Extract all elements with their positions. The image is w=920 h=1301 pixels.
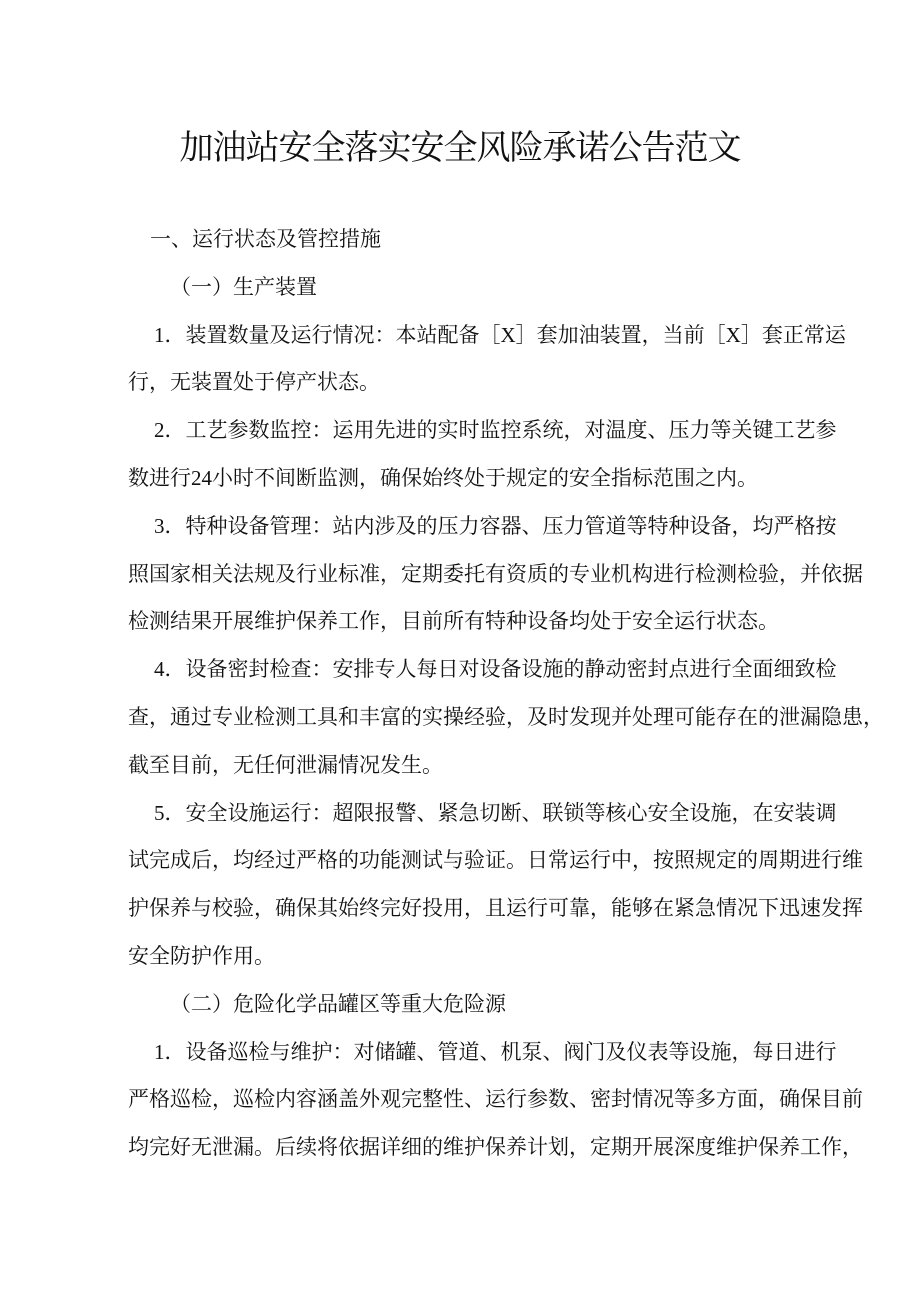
paragraph-line: 试完成后，均经过严格的功能测试与验证。日常运行中，按照规定的周期进行维 xyxy=(128,848,863,873)
paragraph-line: 截至目前，无任何泄漏情况发生。 xyxy=(128,752,443,777)
document-title: 加油站安全落实安全风险承诺公告范文 xyxy=(179,129,741,167)
subsection-heading: （二）危险化学品罐区等重大危险源 xyxy=(170,991,506,1016)
paragraph xyxy=(128,1029,863,1172)
subsection-2-paragraphs xyxy=(128,1029,863,1172)
paragraph-line: 安全防护作用。 xyxy=(128,943,275,968)
paragraph-line: 行，无装置处于停产状态。 xyxy=(128,370,380,395)
paragraph-line: 均完好无泄漏。后续将依据详细的维护保养计划，定期开展深度维护保养工作， xyxy=(128,1135,863,1160)
paragraph-line: 2．工艺参数监控：运用先进的实时监控系统，对温度、压力等关键工艺参 xyxy=(154,418,837,443)
paragraph-line: 1．设备巡检与维护：对储罐、管道、机泵、阀门及仪表等设施，每日进行 xyxy=(154,1039,837,1064)
paragraph-line: 查，通过专业检测工具和丰富的实操经验，及时发现并处理可能存在的泄漏隐患， xyxy=(128,704,884,729)
paragraph-line: 严格巡检，巡检内容涵盖外观完整性、运行参数、密封情况等多方面，确保目前 xyxy=(128,1087,863,1112)
paragraph-line: 检测结果开展维护保养工作，目前所有特种设备均处于安全运行状态。 xyxy=(128,609,779,634)
paragraph xyxy=(128,790,863,981)
section-heading: 一、运行状态及管控措施 xyxy=(150,227,381,251)
paragraph-line: 5．安全设施运行：超限报警、紧急切断、联锁等核心安全设施，在安装调 xyxy=(154,800,837,825)
paragraph-line: 数进行24小时不间断监测，确保始终处于规定的安全指标范围之内。 xyxy=(128,465,758,490)
subsection-1-paragraphs xyxy=(128,312,884,981)
document-body xyxy=(128,216,884,1172)
paragraph-line: 照国家相关法规及行业标准，定期委托有资质的专业机构进行检测检验，并依据 xyxy=(128,561,863,586)
paragraph xyxy=(128,407,837,503)
paragraph-line: 4．设备密封检查：安排专人每日对设备设施的静动密封点进行全面细致检 xyxy=(154,657,837,682)
paragraph-line: 1．装置数量及运行情况：本站配备［X］套加油装置，当前［X］套正常运 xyxy=(154,322,846,347)
paragraph-line: 护保养与校验，确保其始终完好投用，且运行可靠，能够在紧急情况下迅速发挥 xyxy=(128,896,863,921)
paragraph xyxy=(128,646,884,789)
subsection-heading: （一）生产装置 xyxy=(170,274,317,299)
paragraph xyxy=(128,503,863,646)
paragraph xyxy=(128,312,846,408)
paragraph-line: 3．特种设备管理：站内涉及的压力容器、压力管道等特种设备，均严格按 xyxy=(154,513,837,538)
